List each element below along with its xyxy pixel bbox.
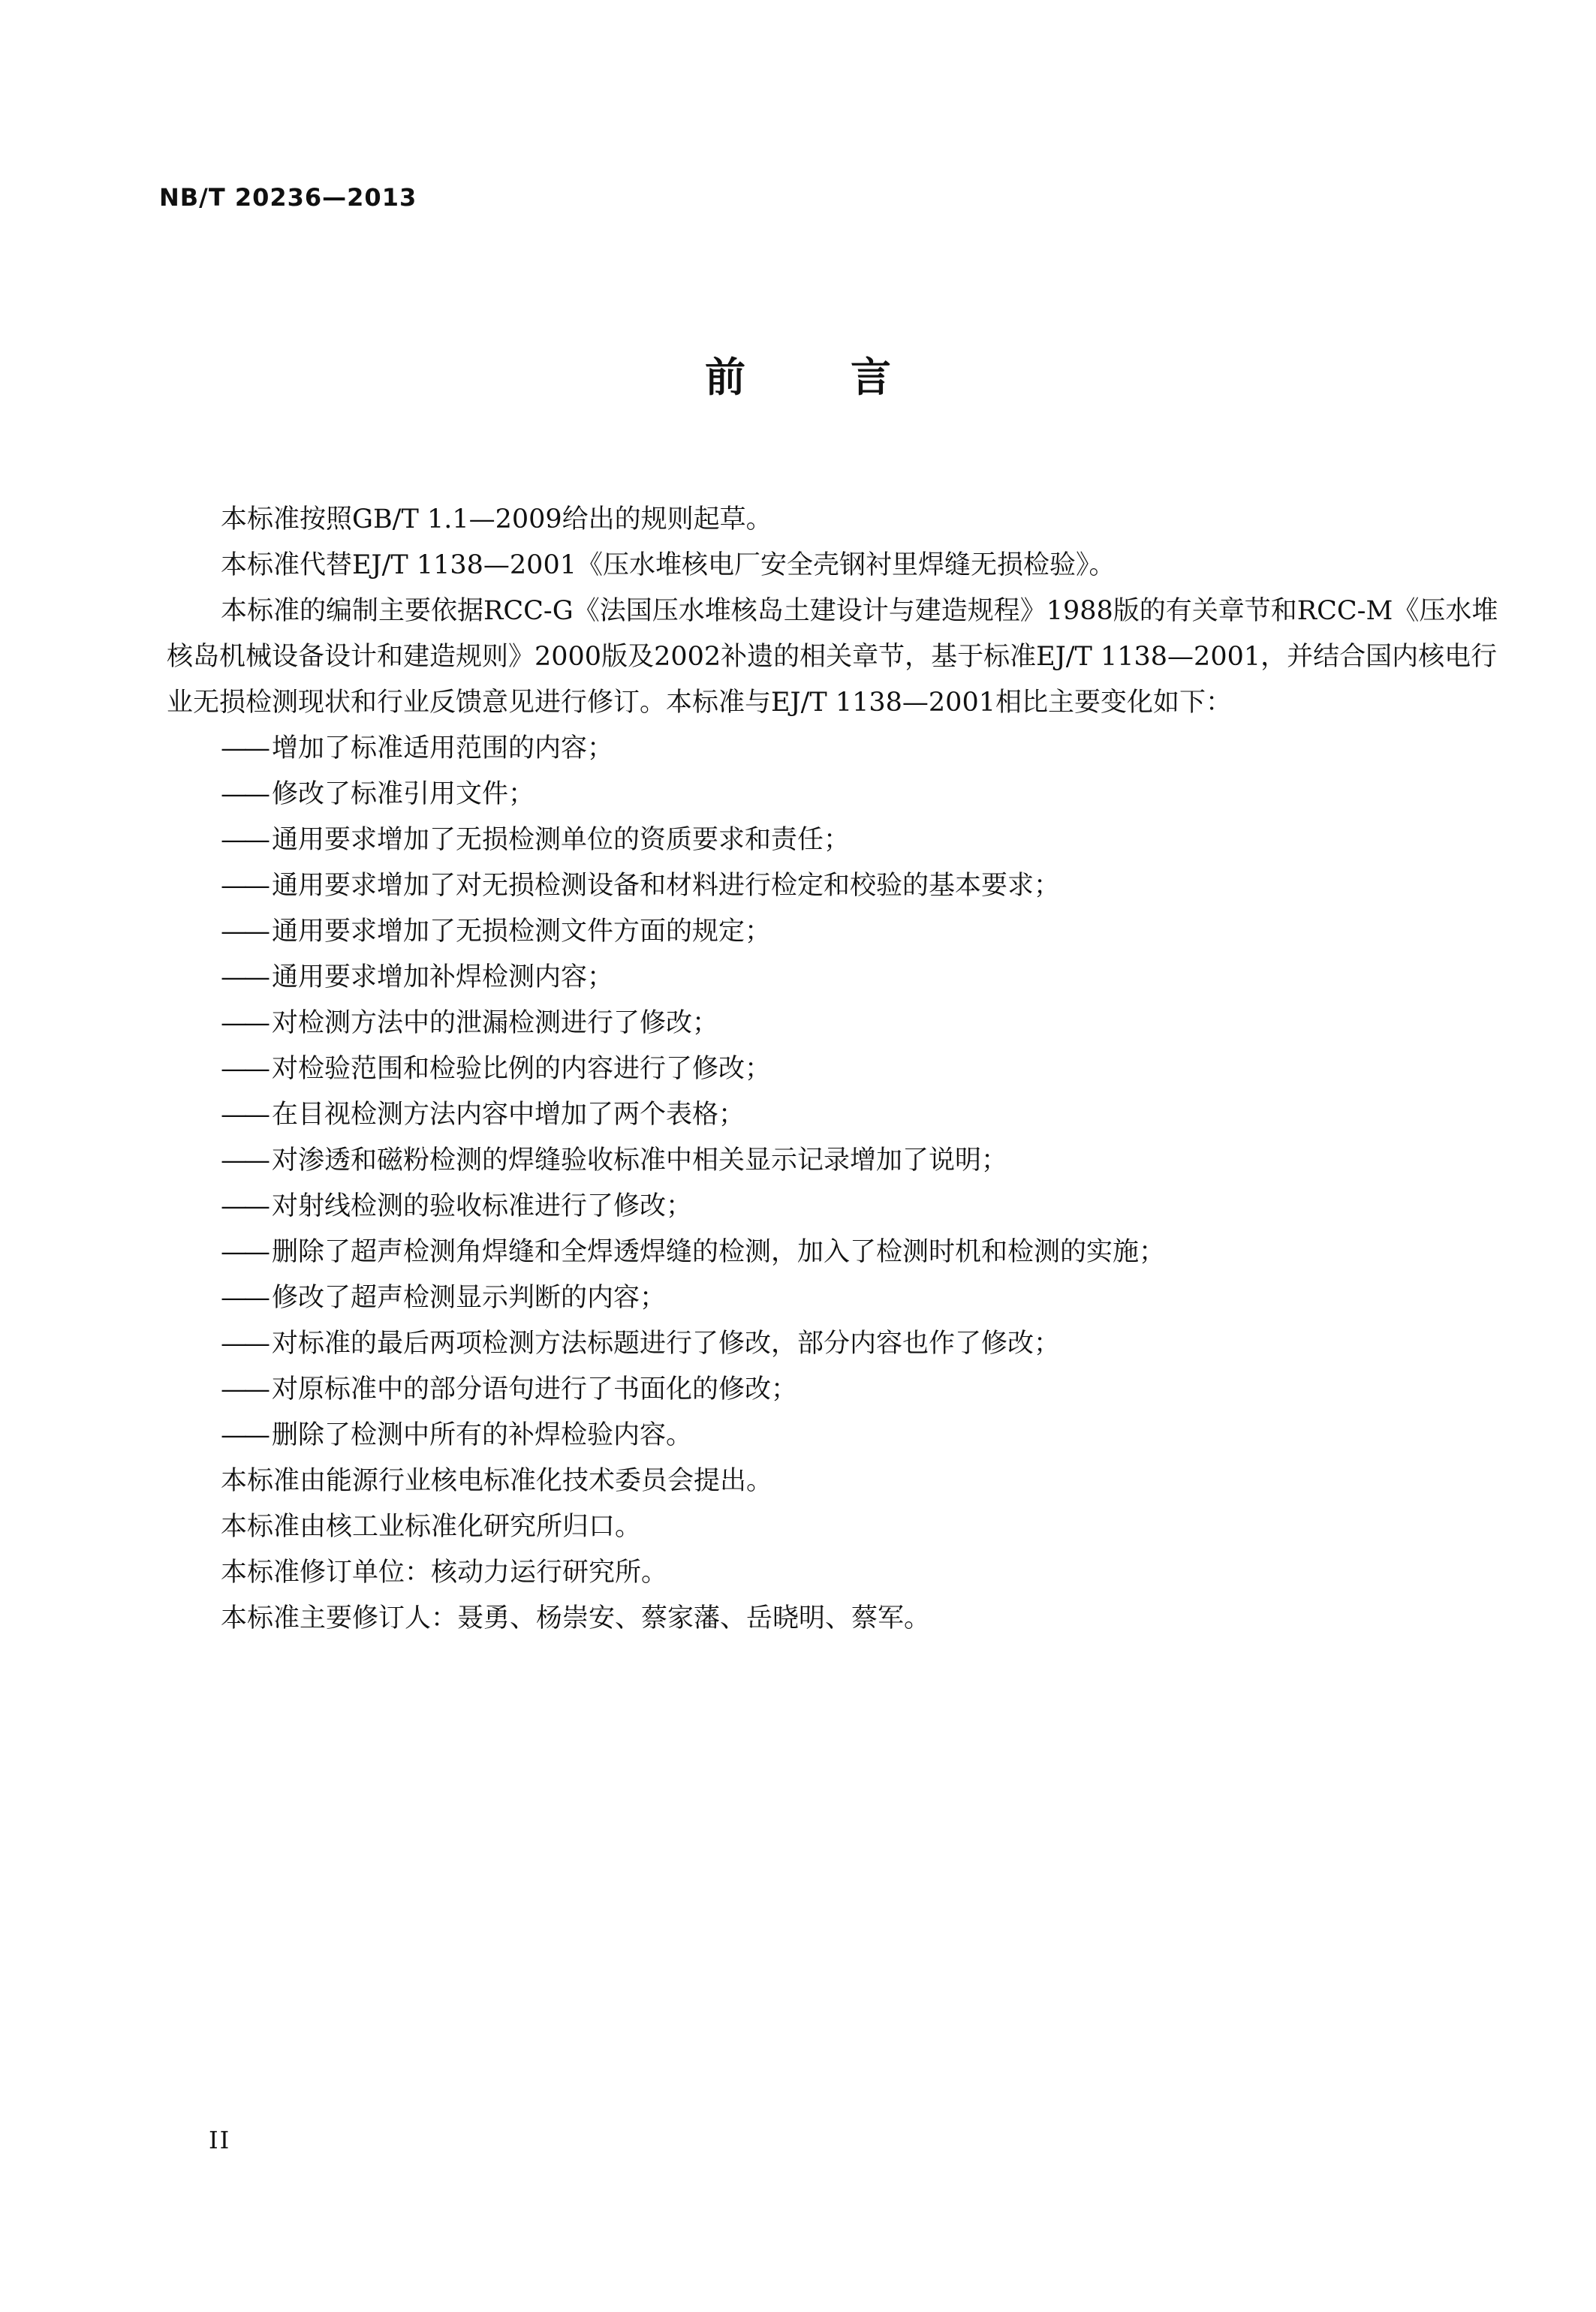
list-item — [167, 1001, 1500, 1046]
list-item — [167, 1046, 1500, 1092]
list-dash: —— — [221, 871, 267, 901]
page-title: 前言 — [705, 354, 996, 401]
list-dash: —— — [221, 1374, 267, 1404]
list-item — [167, 772, 1500, 817]
paragraph: 本标准按照GB/T 1.1—2009给出的规则起草。 — [221, 504, 772, 534]
list-item-text: 对原标准中的部分语句进行了书面化的修改； — [272, 1374, 798, 1404]
list-item — [167, 863, 1500, 909]
paragraph: 本标准的编制主要依据RCC-G《法国压水堆核岛土建设计与建造规程》1988版的有关章节和RCC-M《压水堆核岛机械设备设计和建造规则》2000版及2002补遗的相关章节，基于标准EJ/T 1138—2001，并结合国内核电行业无损检测现状和行业反馈意见进行修订。本标准与EJ/T 1138—2001相比主要变化如下： — [167, 596, 1498, 718]
paragraph: 本标准主要修订人：聂勇、杨崇安、蔡家藩、岳晓明、蔡军。 — [221, 1603, 931, 1633]
list-item — [167, 817, 1500, 863]
list-item — [167, 1367, 1500, 1413]
list-item — [167, 1138, 1500, 1184]
paragraph: 本标准由核工业标准化研究所归口。 — [221, 1512, 642, 1542]
list-item-text: 对标准的最后两项检测方法标题进行了修改，部分内容也作了修改； — [272, 1329, 1061, 1359]
list-item-text: 对检测方法中的泄漏检测进行了修改； — [272, 1008, 719, 1038]
list-dash: —— — [221, 1100, 267, 1130]
standard-code: NB/T 20236—2013 — [159, 183, 417, 212]
list-dash: —— — [221, 917, 267, 947]
list-dash: —— — [221, 1283, 267, 1313]
list-dash: —— — [221, 1145, 267, 1176]
paragraph: 本标准代替EJ/T 1138—2001《压水堆核电厂安全壳钢衬里焊缝无损检验》。 — [221, 550, 1116, 580]
list-item — [167, 1184, 1500, 1230]
list-dash: —— — [221, 962, 267, 992]
list-item-text: 通用要求增加了无损检测文件方面的规定； — [272, 917, 772, 947]
list-item-text: 对射线检测的验收标准进行了修改； — [272, 1191, 693, 1221]
list-dash: —— — [221, 1329, 267, 1359]
list-item-text: 修改了超声检测显示判断的内容； — [272, 1283, 667, 1313]
list-item-text: 在目视检测方法内容中增加了两个表格； — [272, 1100, 745, 1130]
list-item-text: 对检验范围和检验比例的内容进行了修改； — [272, 1054, 772, 1084]
paragraph: 本标准修订单位：核动力运行研究所。 — [221, 1558, 668, 1588]
list-item-text: 增加了标准适用范围的内容； — [272, 733, 614, 763]
list-item-text: 通用要求增加了无损检测单位的资质要求和责任； — [272, 825, 851, 855]
list-item — [167, 955, 1500, 1001]
list-item — [167, 1275, 1500, 1321]
list-item — [167, 1092, 1500, 1138]
list-item — [167, 1321, 1500, 1367]
list-item-text: 修改了标准引用文件； — [272, 779, 535, 809]
list-item-text: 通用要求增加了对无损检测设备和材料进行检定和校验的基本要求； — [272, 871, 1061, 901]
list-dash: —— — [221, 1237, 267, 1267]
list-dash: —— — [221, 733, 267, 763]
list-item-text: 通用要求增加补焊检测内容； — [272, 962, 614, 992]
list-item-text: 删除了检测中所有的补焊检验内容。 — [272, 1420, 693, 1450]
list-item — [167, 726, 1500, 772]
list-dash: —— — [221, 1191, 267, 1221]
list-dash: —— — [221, 1420, 267, 1450]
list-item — [167, 1230, 1500, 1275]
list-dash: —— — [221, 825, 267, 855]
list-dash: —— — [221, 1008, 267, 1038]
list-item — [167, 1413, 1500, 1459]
list-item-text: 删除了超声检测角焊缝和全焊透焊缝的检测，加入了检测时机和检测的实施； — [272, 1237, 1166, 1267]
change-list — [167, 726, 1500, 1459]
list-dash: —— — [221, 779, 267, 809]
paragraph: 本标准由能源行业核电标准化技术委员会提出。 — [221, 1466, 773, 1496]
page-number: II — [209, 2126, 231, 2154]
list-dash: —— — [221, 1054, 267, 1084]
list-item — [167, 909, 1500, 955]
foreword-body — [167, 497, 1500, 1642]
list-item-text: 对渗透和磁粉检测的焊缝验收标准中相关显示记录增加了说明； — [272, 1145, 1008, 1176]
